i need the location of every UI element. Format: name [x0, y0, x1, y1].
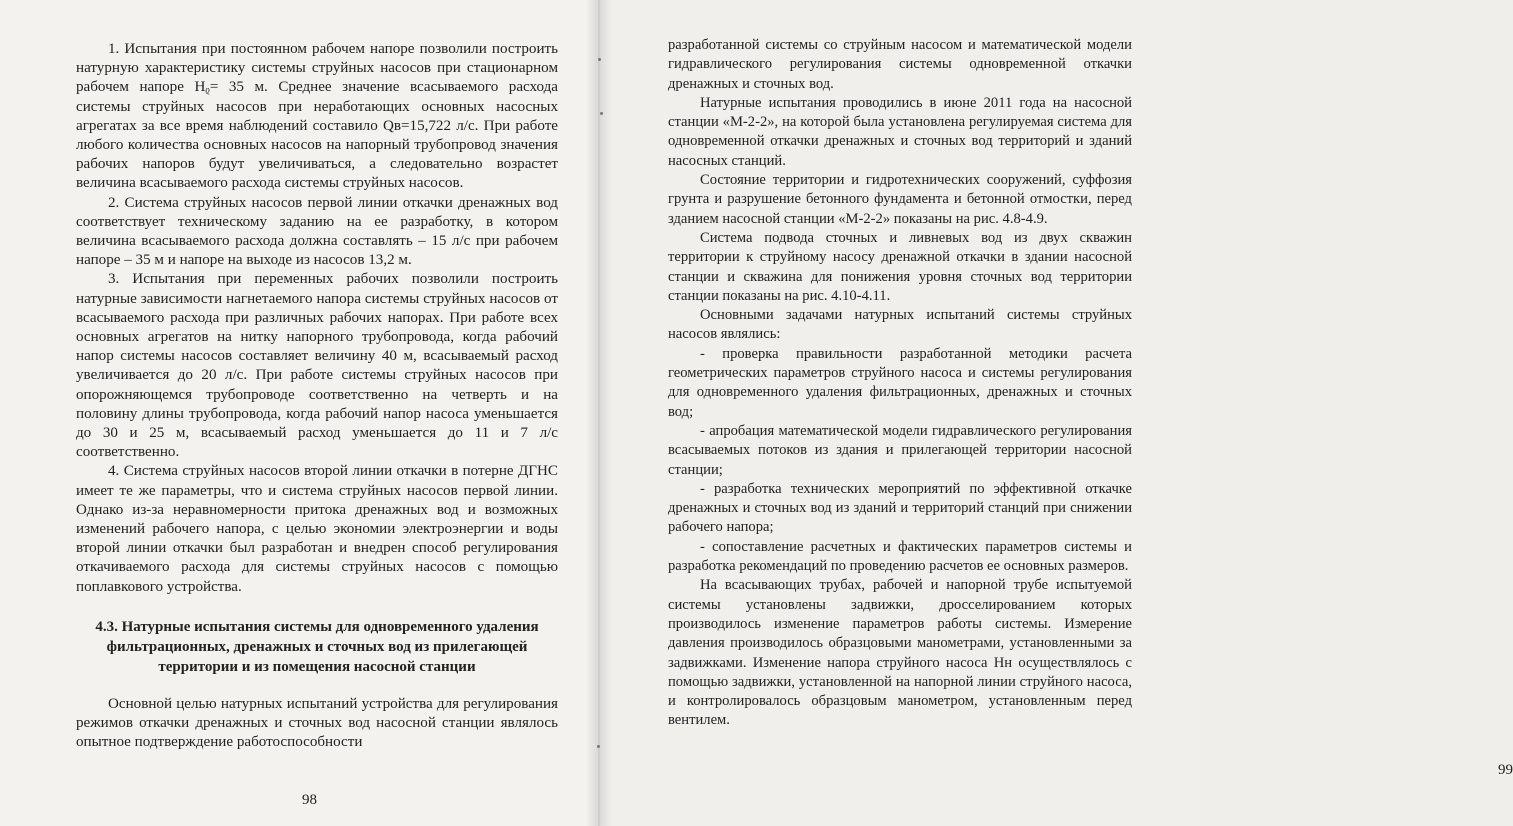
paragraph-territory-state: Состояние территории и гидротехнических сооружений, суффозия грунта и разрушение бетонного фундамента и бетонной отмостки, перед зданием насосной станции «М-2-2» показаны на рис. 4.8-4.9.	[668, 172, 1132, 227]
page-number-right: 99	[1498, 762, 1513, 778]
paragraph-2: 2. Система струйных насосов первой линии откачки дренажных вод соответствует техническому заданию на ее разработку, в котором величина всасываемого расхода должна составлять – 15 л/с при рабочем напоре – 35 м и напоре на выходе из насосов 13,2 м.	[76, 194, 558, 269]
book-gutter	[586, 0, 612, 826]
right-page	[598, 0, 1513, 826]
intro-paragraph: Основной целью натурных испытаний устройства для регулирования режимов откачки дренажных и сточных вод насосной станции являлось опытное подтверждение работоспособности	[76, 695, 558, 751]
section-heading: 4.3. Натурные испытания системы для одновременного удаления фильтрационных, дренажных и сточных вод из прилегающей территории и из помещения насосной станции	[95, 618, 539, 675]
paragraph-4: 4. Система струйных насосов второй линии откачки в потерне ДГНС имеет те же параметры, что и система струйных насосов первой линии. Однако из-за неравномерности притока дренажных вод и возможных изменений рабочего напора, с целью экономии электроэнергии и воды второй линии откачки был разработан и внедрен способ регулирования откачиваемого расхода для системы струйных насосов с помощью поплавкового устройства.	[76, 463, 558, 595]
left-page-text	[76, 40, 558, 753]
page-number-left: 98	[302, 792, 317, 808]
paragraph-field-tests: Натурные испытания проводились в июне 2011 года на насосной станции «М-2-2», на которой была установлена регулируемая система для одновременной откачки дренажных и сточных вод территорий и зданий насосных станций.	[668, 94, 1132, 169]
paragraph-valves: На всасывающих трубах, рабочей и напорной трубе испытуемой системы установлены задвижки, дросселированием которых производилось изменение параметров работы системы. Измерение давления производилось образцовыми манометрами, установленными за задвижками. Изменение напора струйного насоса Hʜ осуществлялось с помощью задвижки, установленной на напорной линии струйного насоса, и контролировалось образцовым манометром, установленным перед вентилем.	[668, 577, 1132, 729]
task-item: - проверка правильности разработанной методики расчета геометрических параметров струйного насоса и системы регулирования для одновременного удаления фильтрационных, дренажных и сточных вод;	[668, 345, 1132, 420]
paragraph-3: 3. Испытания при переменных рабочих позволили построить натурные зависимости нагнетаемого напора системы струйных насосов от всасываемого расхода при различных рабочих напорах. При работе всех основных агрегатов на нитку напорного трубопровода, когда рабочий напор системы насосов составляет величину 40 м, всасываемый расход увеличивается до 20 л/с. При работе системы струйных насосов при опорожняющемся трубопроводе соответственно на четверть и на половину длины трубопровода, когда рабочий напор насоса уменьшается до 30 и 25 м, всасываемый расход уменьшается до 11 и 7 л/с соответственно.	[76, 271, 558, 461]
scan-speck	[600, 112, 603, 115]
right-page-text	[668, 36, 1132, 731]
paragraph-1: 1. Испытания при постоянном рабочем напоре позволили построить натурную характеристику системы струйных насосов при стационарном рабочем напоре Hᵨ= 35 м. Среднее значение всасываемого расхода системы струйных насосов при неработающих основных насосных агрегатах за все время наблюдений составило Qʙ=15,722 л/с. При работе любого количества основных насосов на напорный трубопровод значения рабочих напоров будут увеличиваться, а следовательно возрастет величина всасываемого расхода системы струйных насосов.	[76, 41, 558, 192]
task-item: - апробация математической модели гидравлического регулирования всасываемых потоков из здания и прилегающей территории насосной станции;	[668, 422, 1132, 478]
paragraph-continued: разработанной системы со струйным насосом и математической модели гидравлического регулирования системы одновременной откачки дренажных и сточных вод.	[668, 37, 1132, 92]
task-item: - сопоставление расчетных и фактических параметров системы и разработка рекомендаций по проведению расчетов ее основных размеров.	[668, 538, 1132, 575]
paragraph-tasks-intro: Основными задачами натурных испытаний системы струйных насосов являлись:	[668, 307, 1132, 343]
task-item: - разработка технических мероприятий по эффективной откачке дренажных и сточных вод из зданий и территорий станций при снижении рабочего напора;	[668, 480, 1132, 536]
scan-speck	[598, 58, 601, 61]
left-page	[0, 0, 598, 826]
paragraph-supply-system: Система подвода сточных и ливневых вод из двух скважин территории к струйному насосу дренажной откачки в здании насосной станции и скважина для понижения уровня сточных вод территории станции показаны на рис. 4.10-4.11.	[668, 229, 1132, 304]
scan-speck	[597, 745, 600, 748]
